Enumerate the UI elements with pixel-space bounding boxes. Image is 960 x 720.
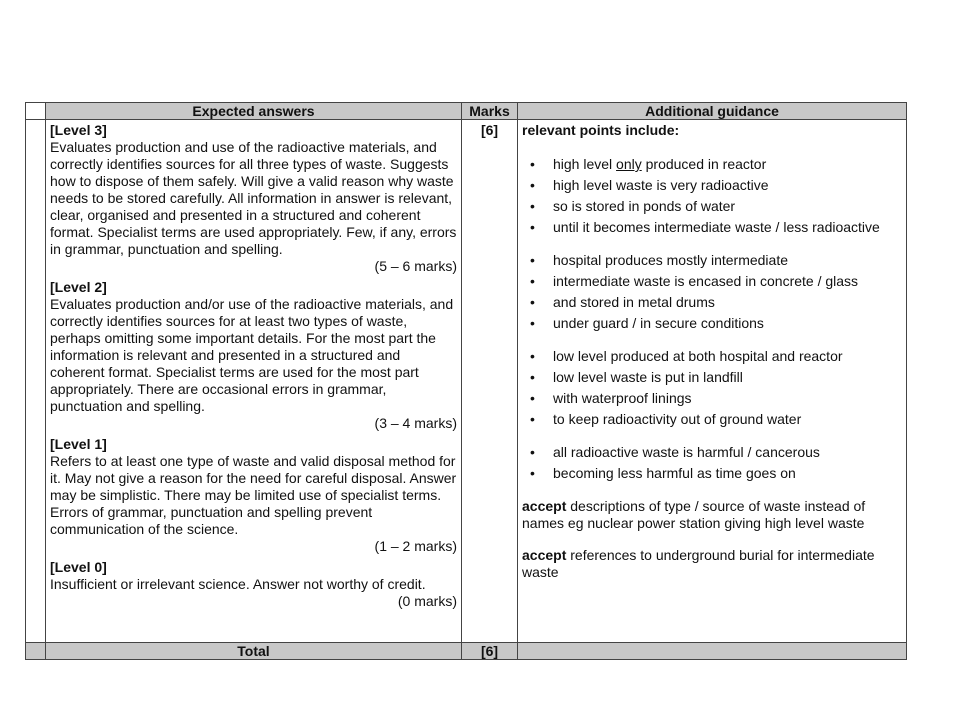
guidance-group-intermediate [522, 252, 902, 332]
header-expected-answers: Expected answers [46, 103, 462, 120]
mark-scheme-table [25, 102, 907, 660]
level-marks: (5 – 6 marks) [374, 258, 457, 274]
total-blank-cell [26, 643, 46, 660]
total-guidance-blank [518, 643, 907, 660]
level-marks: (0 marks) [397, 593, 457, 609]
guidance-bullet: • high level waste is very radioactive [522, 177, 902, 194]
level-title: [Level 0] [50, 559, 107, 575]
expected-answers-cell [46, 120, 462, 643]
level-3-block [50, 122, 457, 275]
header-marks: Marks [462, 103, 518, 120]
guidance-bullet: • under guard / in secure conditions [522, 315, 902, 332]
question-number-cell [26, 120, 46, 643]
accept-note-text: references to underground burial for intermediate waste [522, 547, 875, 580]
guidance-bullet: • with waterproof linings [522, 390, 902, 407]
additional-guidance-cell [518, 120, 907, 643]
level-marks: (3 – 4 marks) [374, 415, 457, 431]
header-row [26, 103, 907, 120]
guidance-intro: relevant points include: [522, 122, 680, 138]
level-descriptor: Evaluates production and use of the radioactive materials, and correctly identifies sources for all three types of waste. Suggests how to dispose of them safely. Will give a valid reason why waste needs to be stored carefully. All information in answer is relevant, clear, organised and presented in a structured and coherent format. Specialist terms are used appropriately. Few, if any, errors in grammar, punctuation and spelling. [50, 139, 457, 257]
guidance-accept-note [522, 547, 902, 581]
level-title: [Level 2] [50, 279, 107, 295]
accept-note-text: descriptions of type / source of waste instead of names eg nuclear power station giving high level waste [522, 498, 866, 531]
level-1-block [50, 436, 457, 555]
guidance-bullet [522, 156, 902, 173]
question-marks-cell: [6] [462, 120, 518, 643]
total-row [26, 643, 907, 660]
guidance-bullet: • intermediate waste is encased in concrete / glass [522, 273, 902, 290]
guidance-bullet: • low level produced at both hospital and reactor [522, 348, 902, 365]
guidance-bullet: • to keep radioactivity out of ground water [522, 411, 902, 428]
level-title: [Level 1] [50, 436, 107, 452]
bullet-underlined-word: only [616, 156, 642, 172]
total-marks: [6] [462, 643, 518, 660]
accept-keyword: accept [522, 547, 567, 563]
guidance-group-general [522, 444, 902, 482]
guidance-group-low-level [522, 348, 902, 428]
bullet-text-end: produced in reactor [641, 156, 767, 172]
header-blank-cell [26, 103, 46, 120]
guidance-bullet: • so is stored in ponds of water [522, 198, 902, 215]
guidance-bullet: • and stored in metal drums [522, 294, 902, 311]
guidance-bullet: • all radioactive waste is harmful / cancerous [522, 444, 902, 461]
total-label: Total [46, 643, 462, 660]
level-descriptor: Evaluates production and/or use of the radioactive materials, and correctly identifies sources for at least two types of waste, perhaps omitting some important details. For the most part the information is relevant and presented in a structured and coherent format. Specialist terms are used for the most part appropriately. There are occasional errors in grammar, punctuation and spelling. [50, 296, 454, 414]
accept-keyword: accept [522, 498, 567, 514]
guidance-bullet: • until it becomes intermediate waste / less radioactive [522, 219, 902, 236]
level-descriptor: Insufficient or irrelevant science. Answer not worthy of credit. [50, 576, 426, 592]
guidance-bullet: • hospital produces mostly intermediate [522, 252, 902, 269]
level-0-block [50, 559, 457, 610]
header-additional-guidance: Additional guidance [518, 103, 907, 120]
bullet-text-start: high level [553, 156, 617, 172]
guidance-bullet: • low level waste is put in landfill [522, 369, 902, 386]
level-2-block [50, 279, 457, 432]
guidance-accept-note [522, 498, 902, 532]
level-marks: (1 – 2 marks) [374, 538, 457, 554]
guidance-bullet: • becoming less harmful as time goes on [522, 465, 902, 482]
level-title: [Level 3] [50, 122, 107, 138]
level-descriptor: Refers to at least one type of waste and valid disposal method for it. May not give a reason for the need for careful disposal. Answer may be simplistic. There may be limited use of specialist terms. Errors of grammar, punctuation and spelling prevent communication of the science. [50, 453, 457, 537]
answer-row [26, 120, 907, 643]
guidance-group-high-level [522, 156, 902, 236]
